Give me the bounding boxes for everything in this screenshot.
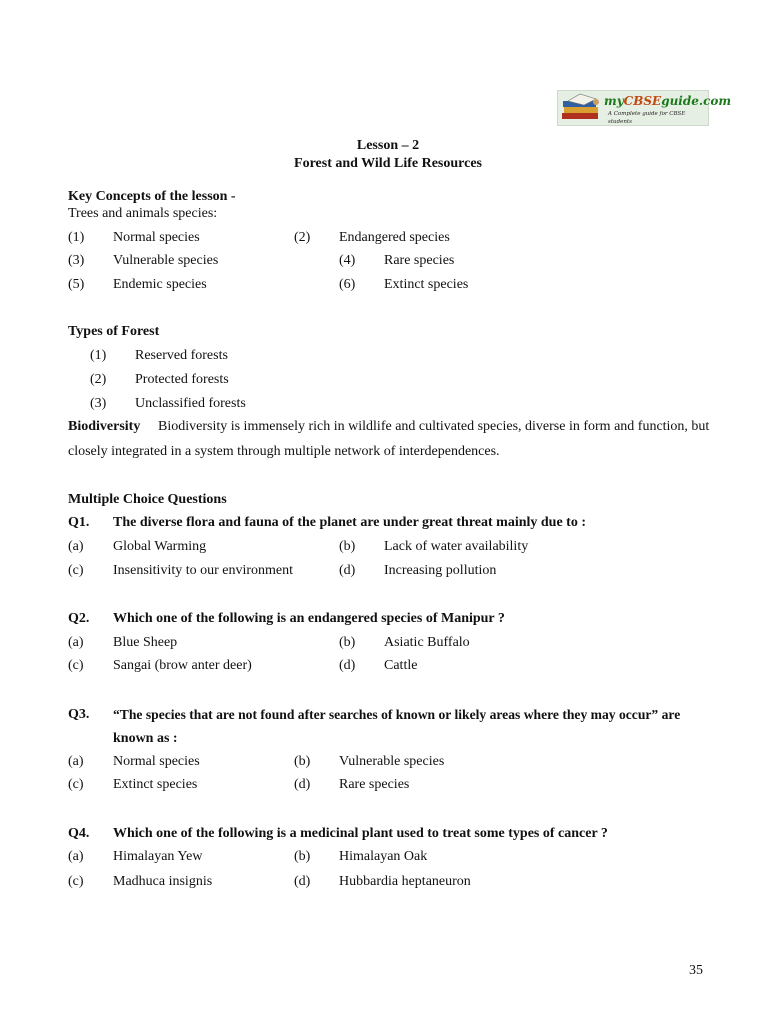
option-key: (a) [68,849,84,864]
concept-text: Vulnerable species [113,253,219,268]
lesson-number: Lesson – 2 [356,138,420,153]
biodiversity-term: Biodiversity [68,419,141,434]
question-text: “The species that are not found after searches of known or likely areas where they may occur” are [113,707,681,722]
concept-num: (2) [294,230,311,245]
option-text: Asiatic Buffalo [384,635,470,650]
option-key: (d) [339,563,356,578]
question-number: Q1. [68,515,90,530]
option-text: Vulnerable species [339,754,445,769]
key-concepts-heading: Key Concepts of the lesson - [68,189,236,204]
concept-num: (5) [68,277,85,292]
logo-tagline: A Complete guide for CBSE students [608,111,686,125]
question-text: The diverse flora and fauna of the planet are under great threat mainly due to : [113,515,587,530]
forest-type-num: (3) [90,396,107,411]
mcq-heading: Multiple Choice Questions [68,492,227,507]
option-text: Normal species [113,754,200,769]
concept-text: Endemic species [113,277,207,292]
biodiversity-definition-line2: closely integrated in a system through multiple network of interdependences. [68,444,500,459]
option-text: Insensitivity to our environment [113,563,294,578]
concept-num: (1) [68,230,85,245]
option-key: (d) [294,777,311,792]
forest-type-text: Protected forests [135,372,229,387]
lesson-title: Forest and Wild Life Resources [294,156,482,171]
concept-text: Normal species [113,230,200,245]
option-text: Lack of water availability [384,539,529,554]
option-text: Extinct species [113,777,198,792]
option-key: (b) [339,539,356,554]
question-number: Q3. [68,707,90,722]
option-key: (a) [68,754,84,769]
option-text: Hubbardia heptaneuron [339,874,471,889]
option-key: (c) [68,658,84,673]
option-text: Himalayan Oak [339,849,428,864]
option-text: Global Warming [113,539,207,554]
concept-num: (6) [339,277,356,292]
concept-text: Endangered species [339,230,450,245]
books-icon [560,93,604,123]
concept-text: Extinct species [384,277,469,292]
forest-type-num: (1) [90,348,107,363]
concept-num: (4) [339,253,356,268]
option-key: (c) [68,777,84,792]
forest-type-num: (2) [90,372,107,387]
option-text: Himalayan Yew [113,849,203,864]
question-text: Which one of the following is a medicinal plant used to treat some types of cancer ? [113,826,608,841]
site-logo [557,90,732,126]
question-text-continued: known as : [113,731,178,746]
logo-wordmark: myCBSEguide.com [604,94,732,108]
option-key: (a) [68,539,84,554]
option-key: (d) [339,658,356,673]
question-number: Q4. [68,826,90,841]
biodiversity-definition-line1: Biodiversity is immensely rich in wildlife and cultivated species, diverse in form and function, but [158,419,710,434]
option-key: (b) [339,635,356,650]
question-text: Which one of the following is an endangered species of Manipur ? [113,611,505,626]
option-text: Madhuca insignis [113,874,213,889]
page-number: 35 [689,963,703,978]
forest-types-heading: Types of Forest [68,324,160,339]
option-key: (b) [294,849,311,864]
option-text: Blue Sheep [113,635,178,650]
concept-num: (3) [68,253,85,268]
forest-type-text: Unclassified forests [135,396,246,411]
concept-text: Rare species [384,253,455,268]
option-key: (a) [68,635,84,650]
option-key: (b) [294,754,311,769]
option-key: (c) [68,874,84,889]
option-text: Cattle [384,658,418,673]
question-number: Q2. [68,611,90,626]
option-text: Rare species [339,777,410,792]
forest-type-text: Reserved forests [135,348,228,363]
option-key: (d) [294,874,311,889]
option-text: Sangai (brow anter deer) [113,658,252,673]
option-key: (c) [68,563,84,578]
option-text: Increasing pollution [384,563,497,578]
key-concepts-intro: Trees and animals species: [68,206,218,221]
